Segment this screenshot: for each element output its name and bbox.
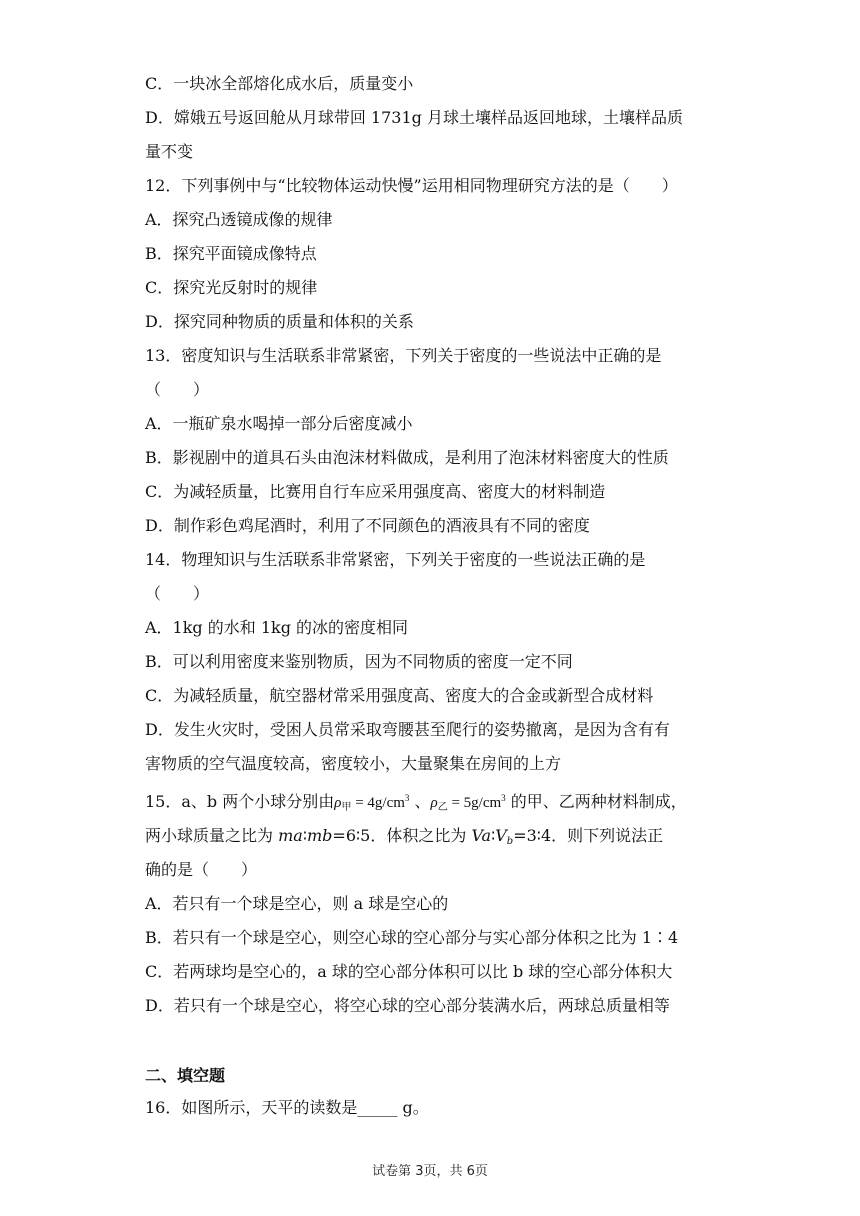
volume-a: Va <box>471 826 492 845</box>
ratio-colon: ∶ <box>302 826 307 845</box>
q15-option-d: D．若只有一个球是空心，将空心球的空心部分装满水后，两球总质量相等 <box>145 996 670 1015</box>
rho-symbol: ρ <box>430 795 438 811</box>
mass-ratio-label: 两小球质量之比为 <box>145 826 279 845</box>
q14-option-d-line1: D．发生火灾时，受困人员常采取弯腰甚至爬行的姿势撤离，是因为含有有 <box>145 720 670 739</box>
q12-option-b: B．探究平面镜成像特点 <box>145 244 317 263</box>
q15-stem-line1 <box>145 787 725 819</box>
q14-option-c: C．为减轻质量，航空器材常采用强度高、密度大的合金或新型合成材料 <box>145 686 654 705</box>
q11-option-d-line2: 量不变 <box>145 142 194 161</box>
q12-option-c: C．探究光反射时的规律 <box>145 278 318 297</box>
mass-b: mb <box>306 826 333 845</box>
q14-stem-line1: 14．物理知识与生活联系非常紧密，下列关于密度的一些说法正确的是 <box>145 550 646 569</box>
formula-separator: 、 <box>409 792 431 811</box>
mass-ratio-value: =6∶5．体积之比为 <box>332 826 472 845</box>
ratio-colon: ∶ <box>491 826 496 845</box>
q15-stem-prefix: 15．a、b 两个小球分别由 <box>145 792 335 811</box>
q15-stem-suffix: 的甲、乙两种材料制成， <box>505 792 687 811</box>
q13-option-d: D．制作彩色鸡尾酒时，利用了不同颜色的酒液具有不同的密度 <box>145 516 590 535</box>
cube-exponent: 3 <box>404 793 410 803</box>
q15-option-a: A．若只有一个球是空心，则 a 球是空心的 <box>145 894 449 913</box>
q14-option-b: B．可以利用密度来鉴别物质，因为不同物质的密度一定不同 <box>145 652 573 671</box>
q12-option-a: A．探究凸透镜成像的规律 <box>145 210 333 229</box>
q15-option-c: C．若两球均是空心的，a 球的空心部分体积可以比 b 球的空心部分体积大 <box>145 962 673 981</box>
q13-stem-line2: （ ） <box>145 380 210 399</box>
rho-symbol: ρ <box>334 795 342 811</box>
sub-yi: 乙 <box>437 802 448 813</box>
density-yi-value: = 5g/cm <box>447 795 502 811</box>
q13-option-b: B．影视剧中的道具石头由泡沫材料做成，是利用了泡沫材料密度大的性质 <box>145 448 669 467</box>
q14-option-d-line2: 害物质的空气温度较高，密度较小，大量聚集在房间的上方 <box>145 754 562 773</box>
density-yi-formula <box>430 795 505 811</box>
mass-a: ma <box>278 826 303 845</box>
volume-b: V <box>495 826 507 845</box>
section-title-fill-in: 二、填空题 <box>145 1066 226 1085</box>
sub-jia: 甲 <box>341 802 352 813</box>
q12-option-d: D．探究同种物质的质量和体积的关系 <box>145 312 414 331</box>
q12-stem: 12．下列事例中与“比较物体运动快慢”运用相同物理研究方法的是（ ） <box>145 176 678 195</box>
q15-option-b: B．若只有一个球是空心，则空心球的空心部分与实心部分体积之比为 1∶4 <box>145 928 679 947</box>
volume-ratio-value: =3∶4．则下列说法正 <box>513 826 664 845</box>
page-footer: 试卷第 3页，共 6页 <box>372 1164 488 1179</box>
q15-stem-line3: 确的是（ ） <box>145 860 258 879</box>
density-jia-formula <box>334 795 409 811</box>
q16-stem: 16．如图所示，天平的读数是_____ g。 <box>145 1098 429 1117</box>
density-jia-value: = 4g/cm <box>351 795 405 811</box>
volume-b-subscript: b <box>506 836 514 847</box>
q11-option-d-line1: D．嫦娥五号返回舱从月球带回 1731g 月球土壤样品返回地球，土壤样品质 <box>145 108 683 127</box>
q15-stem-line2 <box>145 825 725 853</box>
q13-stem-line1: 13．密度知识与生活联系非常紧密，下列关于密度的一些说法中正确的是 <box>145 346 662 365</box>
cube-exponent: 3 <box>501 793 506 803</box>
q14-stem-line2: （ ） <box>145 584 210 603</box>
q14-option-a: A．1kg 的水和 1kg 的冰的密度相同 <box>145 618 409 637</box>
q13-option-a: A．一瓶矿泉水喝掉一部分后密度减小 <box>145 414 413 433</box>
q11-option-c: C．一块冰全部熔化成水后，质量变小 <box>145 74 414 93</box>
q13-option-c: C．为减轻质量，比赛用自行车应采用强度高、密度大的材料制造 <box>145 482 606 501</box>
